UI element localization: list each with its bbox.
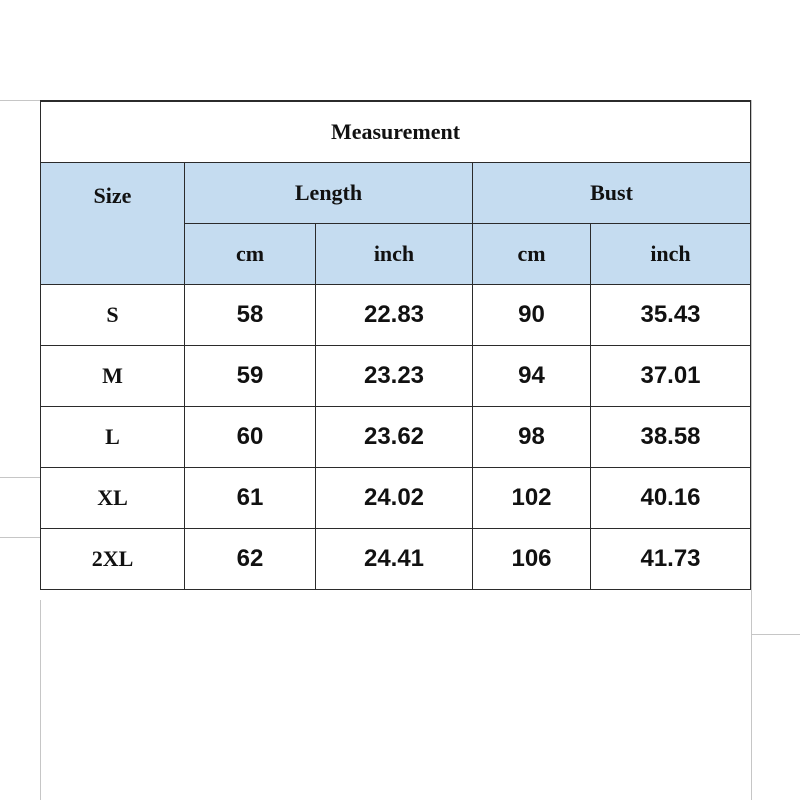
- group-header-row: [41, 163, 751, 224]
- size-column-header: Size: [41, 163, 185, 285]
- length-inch-header: inch: [316, 224, 473, 285]
- length-cm-header: cm: [185, 224, 316, 285]
- size-cell: XL: [41, 468, 185, 529]
- table-title-row: [41, 101, 751, 163]
- bust-inch-header: inch: [591, 224, 751, 285]
- bust-inch-cell: 40.16: [591, 468, 751, 529]
- length-inch-cell: 23.62: [316, 407, 473, 468]
- bust-cm-header: cm: [473, 224, 591, 285]
- table-row: [41, 468, 751, 529]
- background-gridline: [0, 477, 40, 478]
- background-gridline: [751, 100, 752, 800]
- table-title: Measurement: [41, 101, 751, 163]
- size-cell: L: [41, 407, 185, 468]
- table-row: [41, 346, 751, 407]
- bust-cm-cell: 94: [473, 346, 591, 407]
- size-cell: 2XL: [41, 529, 185, 590]
- background-gridline: [752, 634, 800, 635]
- length-inch-cell: 24.02: [316, 468, 473, 529]
- size-cell: M: [41, 346, 185, 407]
- size-chart-table: [40, 100, 751, 590]
- bust-cm-cell: 90: [473, 285, 591, 346]
- length-inch-cell: 24.41: [316, 529, 473, 590]
- bust-group-header: Bust: [473, 163, 751, 224]
- bust-cm-cell: 98: [473, 407, 591, 468]
- background-gridline: [0, 100, 40, 101]
- bust-cm-cell: 106: [473, 529, 591, 590]
- length-inch-cell: 22.83: [316, 285, 473, 346]
- bust-cm-cell: 102: [473, 468, 591, 529]
- length-cm-cell: 59: [185, 346, 316, 407]
- bust-inch-cell: 35.43: [591, 285, 751, 346]
- length-inch-cell: 23.23: [316, 346, 473, 407]
- table-row: [41, 529, 751, 590]
- bust-inch-cell: 38.58: [591, 407, 751, 468]
- bust-inch-cell: 37.01: [591, 346, 751, 407]
- length-cm-cell: 61: [185, 468, 316, 529]
- bust-inch-cell: 41.73: [591, 529, 751, 590]
- length-cm-cell: 62: [185, 529, 316, 590]
- length-group-header: Length: [185, 163, 473, 224]
- length-cm-cell: 58: [185, 285, 316, 346]
- table-row: [41, 285, 751, 346]
- background-gridline: [40, 600, 41, 800]
- table-row: [41, 407, 751, 468]
- size-cell: S: [41, 285, 185, 346]
- background-gridline: [0, 537, 40, 538]
- length-cm-cell: 60: [185, 407, 316, 468]
